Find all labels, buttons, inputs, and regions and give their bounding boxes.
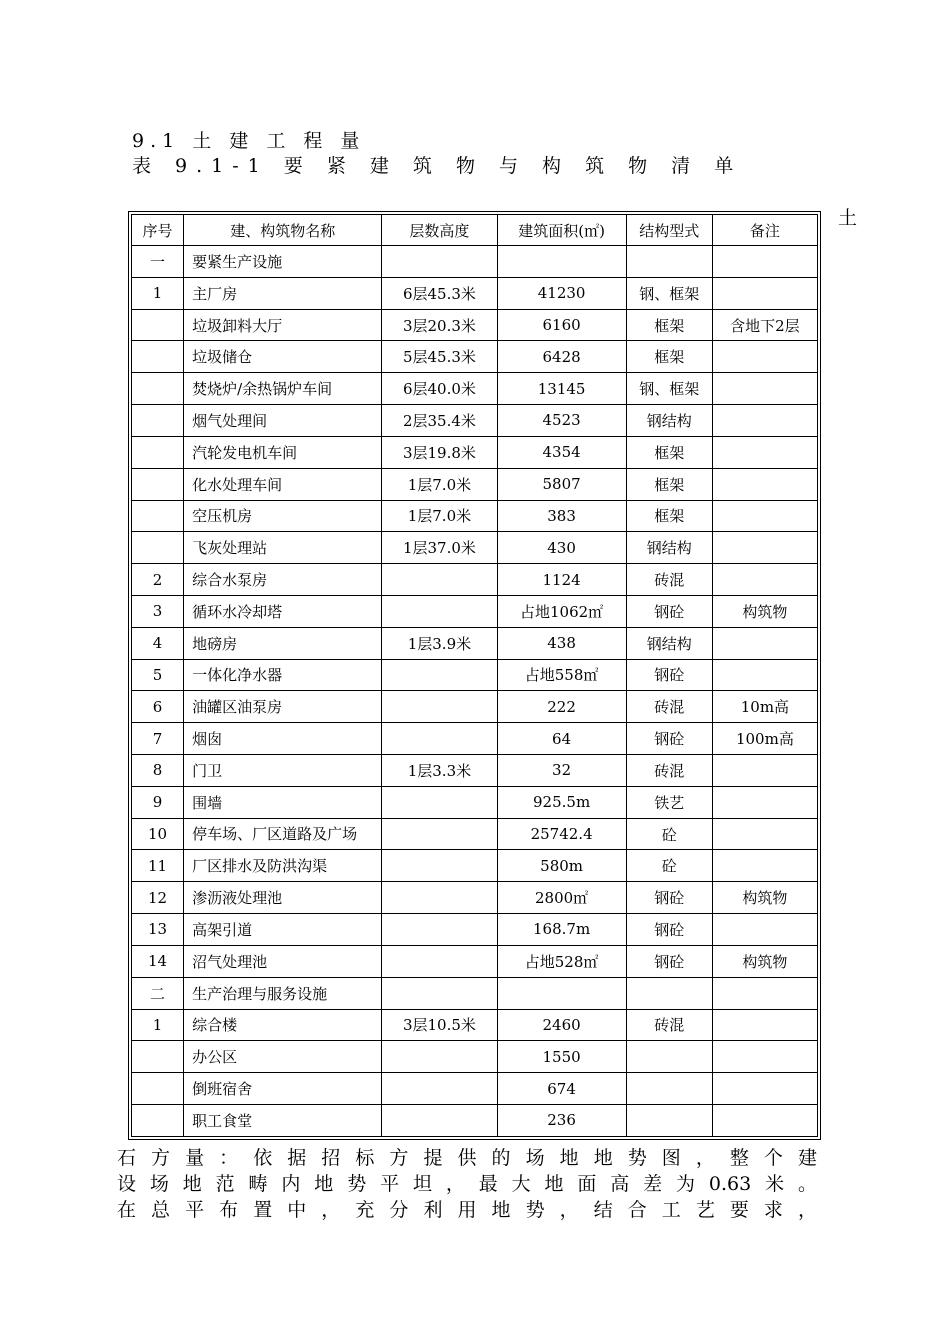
table-row [132,246,818,278]
cell-area: 32 [497,755,626,787]
cell-index: 8 [132,755,184,787]
cell-remarks [712,468,817,500]
cell-structure [626,1073,712,1105]
cell-remarks [712,532,817,564]
cell-area: 438 [497,627,626,659]
cell-remarks [712,405,817,437]
cell-floors-height [382,723,497,755]
cell-floors-height: 1层3.3米 [382,755,497,787]
table-row [132,564,818,596]
header-structure: 结构型式 [626,215,712,246]
cell-area: 占地528㎡ [497,945,626,977]
cell-structure: 砖混 [626,691,712,723]
table-row [132,850,818,882]
cell-area: 4354 [497,436,626,468]
cell-structure: 砖混 [626,564,712,596]
cell-remarks [712,818,817,850]
cell-remarks [712,500,817,532]
table-body [132,246,818,1137]
cell-remarks [712,1073,817,1105]
cell-index [132,500,184,532]
cell-structure: 钢砼 [626,723,712,755]
cell-index: 10 [132,818,184,850]
cell-area: 占地558㎡ [497,659,626,691]
table-row [132,1041,818,1073]
cell-index [132,309,184,341]
cell-structure [626,246,712,278]
cell-name: 生产治理与服务设施 [184,977,382,1009]
paragraph-line: 设场地范畴内地势平坦，最大地面高差为0.63米。 [117,1173,817,1195]
buildings-table [131,214,818,1137]
cell-floors-height: 6层40.0米 [382,373,497,405]
cell-index: 11 [132,850,184,882]
cell-structure [626,1041,712,1073]
cell-remarks [712,627,817,659]
cell-remarks [712,1104,817,1136]
table-title: 表 9.1-1 要 紧 建 筑 物 与 构 筑 物 清 单 [132,155,743,177]
cell-area: 64 [497,723,626,755]
cell-name: 主厂房 [184,277,382,309]
cell-structure: 钢砼 [626,914,712,946]
header-index: 序号 [132,215,184,246]
side-character: 土 [838,207,858,229]
cell-area: 674 [497,1073,626,1105]
cell-area: 5807 [497,468,626,500]
table-row [132,436,818,468]
cell-remarks [712,436,817,468]
cell-area: 1550 [497,1041,626,1073]
cell-index: 9 [132,786,184,818]
cell-remarks: 构筑物 [712,945,817,977]
table-row [132,373,818,405]
cell-remarks: 构筑物 [712,595,817,627]
cell-area: 580m [497,850,626,882]
cell-name: 烟囱 [184,723,382,755]
cell-structure: 框架 [626,341,712,373]
table-row [132,1073,818,1105]
cell-structure: 钢砼 [626,659,712,691]
cell-area: 4523 [497,405,626,437]
table-row [132,500,818,532]
cell-index [132,1104,184,1136]
earthwork-paragraph [117,1145,817,1223]
cell-floors-height [382,850,497,882]
table-row [132,786,818,818]
cell-structure: 砖混 [626,755,712,787]
cell-floors-height [382,1073,497,1105]
table-row [132,755,818,787]
cell-structure: 钢、框架 [626,373,712,405]
cell-structure: 钢砼 [626,595,712,627]
cell-index: 3 [132,595,184,627]
cell-name: 飞灰处理站 [184,532,382,564]
cell-area: 41230 [497,277,626,309]
cell-area: 383 [497,500,626,532]
table-row [132,595,818,627]
cell-floors-height [382,945,497,977]
cell-remarks [712,277,817,309]
cell-name: 停车场、厂区道路及广场 [184,818,382,850]
cell-remarks [712,850,817,882]
cell-index: 13 [132,914,184,946]
cell-index [132,468,184,500]
cell-name: 焚烧炉/余热锅炉车间 [184,373,382,405]
cell-structure: 框架 [626,468,712,500]
cell-floors-height: 3层20.3米 [382,309,497,341]
cell-structure: 砖混 [626,1009,712,1041]
cell-index: 2 [132,564,184,596]
header-floors-height: 层数高度 [382,215,497,246]
table-row [132,1104,818,1136]
cell-floors-height: 5层45.3米 [382,341,497,373]
cell-structure: 钢、框架 [626,277,712,309]
table-row [132,723,818,755]
cell-area: 2800㎡ [497,882,626,914]
cell-name: 地磅房 [184,627,382,659]
cell-floors-height [382,595,497,627]
cell-floors-height [382,786,497,818]
cell-name: 高架引道 [184,914,382,946]
cell-area: 25742.4 [497,818,626,850]
cell-floors-height: 1层3.9米 [382,627,497,659]
cell-remarks [712,659,817,691]
cell-structure [626,977,712,1009]
table-row [132,277,818,309]
cell-name: 烟气处理间 [184,405,382,437]
cell-area: 2460 [497,1009,626,1041]
cell-index: 14 [132,945,184,977]
cell-name: 综合楼 [184,1009,382,1041]
cell-structure: 框架 [626,436,712,468]
cell-floors-height: 1层7.0米 [382,500,497,532]
cell-remarks [712,246,817,278]
table-row [132,532,818,564]
cell-remarks [712,914,817,946]
cell-floors-height [382,818,497,850]
cell-index: 二 [132,977,184,1009]
cell-index [132,436,184,468]
cell-index: 1 [132,277,184,309]
cell-area: 222 [497,691,626,723]
cell-floors-height [382,246,497,278]
cell-floors-height [382,1104,497,1136]
cell-structure: 钢结构 [626,532,712,564]
cell-area: 925.5m [497,786,626,818]
cell-area: 236 [497,1104,626,1136]
cell-area: 占地1062㎡ [497,595,626,627]
cell-floors-height [382,691,497,723]
cell-floors-height: 1层37.0米 [382,532,497,564]
cell-floors-height [382,977,497,1009]
cell-index: 1 [132,1009,184,1041]
cell-name: 综合水泵房 [184,564,382,596]
cell-remarks: 构筑物 [712,882,817,914]
cell-name: 办公区 [184,1041,382,1073]
table-row [132,341,818,373]
cell-area: 168.7m [497,914,626,946]
section-title: 9.1 土 建 工 程 量 [132,130,366,152]
cell-index [132,405,184,437]
cell-name: 沼气处理池 [184,945,382,977]
cell-floors-height: 3层10.5米 [382,1009,497,1041]
table-row [132,945,818,977]
cell-remarks [712,341,817,373]
table-header-row [132,215,818,246]
cell-index: 4 [132,627,184,659]
cell-area: 13145 [497,373,626,405]
cell-name: 职工食堂 [184,1104,382,1136]
table-row [132,659,818,691]
cell-floors-height: 3层19.8米 [382,436,497,468]
table-row [132,977,818,1009]
cell-name: 垃圾卸料大厅 [184,309,382,341]
cell-area: 6428 [497,341,626,373]
cell-floors-height [382,659,497,691]
paragraph-line: 在总平布置中，充分利用地势，结合工艺要求， [117,1199,817,1221]
cell-name: 化水处理车间 [184,468,382,500]
buildings-table-frame [128,211,821,1140]
table-row [132,818,818,850]
cell-structure: 框架 [626,500,712,532]
cell-name: 倒班宿舍 [184,1073,382,1105]
cell-remarks [712,1041,817,1073]
cell-remarks [712,1009,817,1041]
cell-name: 围墙 [184,786,382,818]
cell-name: 循环水冷却塔 [184,595,382,627]
table-row [132,309,818,341]
cell-index [132,532,184,564]
cell-index: 6 [132,691,184,723]
cell-floors-height: 6层45.3米 [382,277,497,309]
cell-area: 430 [497,532,626,564]
cell-floors-height [382,914,497,946]
cell-area [497,246,626,278]
cell-name: 垃圾储仓 [184,341,382,373]
cell-structure: 钢结构 [626,405,712,437]
table-row [132,914,818,946]
cell-structure: 钢砼 [626,882,712,914]
cell-index: 12 [132,882,184,914]
table-row [132,468,818,500]
table-row [132,882,818,914]
cell-structure: 砼 [626,850,712,882]
cell-index [132,373,184,405]
cell-floors-height: 2层35.4米 [382,405,497,437]
cell-name: 渗沥液处理池 [184,882,382,914]
cell-name: 厂区排水及防洪沟渠 [184,850,382,882]
header-area: 建筑面积(㎡) [497,215,626,246]
cell-remarks [712,755,817,787]
cell-name: 要紧生产设施 [184,246,382,278]
cell-floors-height [382,1041,497,1073]
cell-name: 一体化净水器 [184,659,382,691]
cell-name: 油罐区油泵房 [184,691,382,723]
cell-index [132,341,184,373]
cell-structure: 钢砼 [626,945,712,977]
table-row [132,405,818,437]
cell-remarks [712,786,817,818]
cell-name: 门卫 [184,755,382,787]
cell-area: 1124 [497,564,626,596]
cell-index: 5 [132,659,184,691]
header-remarks: 备注 [712,215,817,246]
cell-remarks [712,564,817,596]
cell-structure: 砼 [626,818,712,850]
cell-floors-height [382,882,497,914]
cell-area: 6160 [497,309,626,341]
cell-remarks: 含地下2层 [712,309,817,341]
cell-index [132,1073,184,1105]
cell-floors-height: 1层7.0米 [382,468,497,500]
table-row [132,627,818,659]
cell-index: 一 [132,246,184,278]
cell-structure: 钢结构 [626,627,712,659]
paragraph-line: 石方量：依据招标方提供的场地地势图，整个建 [117,1147,817,1169]
table-row [132,1009,818,1041]
cell-area [497,977,626,1009]
cell-index: 7 [132,723,184,755]
cell-remarks [712,977,817,1009]
cell-structure: 框架 [626,309,712,341]
cell-floors-height [382,564,497,596]
cell-remarks: 100m高 [712,723,817,755]
cell-remarks: 10m高 [712,691,817,723]
cell-name: 空压机房 [184,500,382,532]
cell-structure [626,1104,712,1136]
cell-structure: 铁艺 [626,786,712,818]
cell-remarks [712,373,817,405]
cell-index [132,1041,184,1073]
cell-name: 汽轮发电机车间 [184,436,382,468]
header-name: 建、构筑物名称 [184,215,382,246]
table-row [132,691,818,723]
